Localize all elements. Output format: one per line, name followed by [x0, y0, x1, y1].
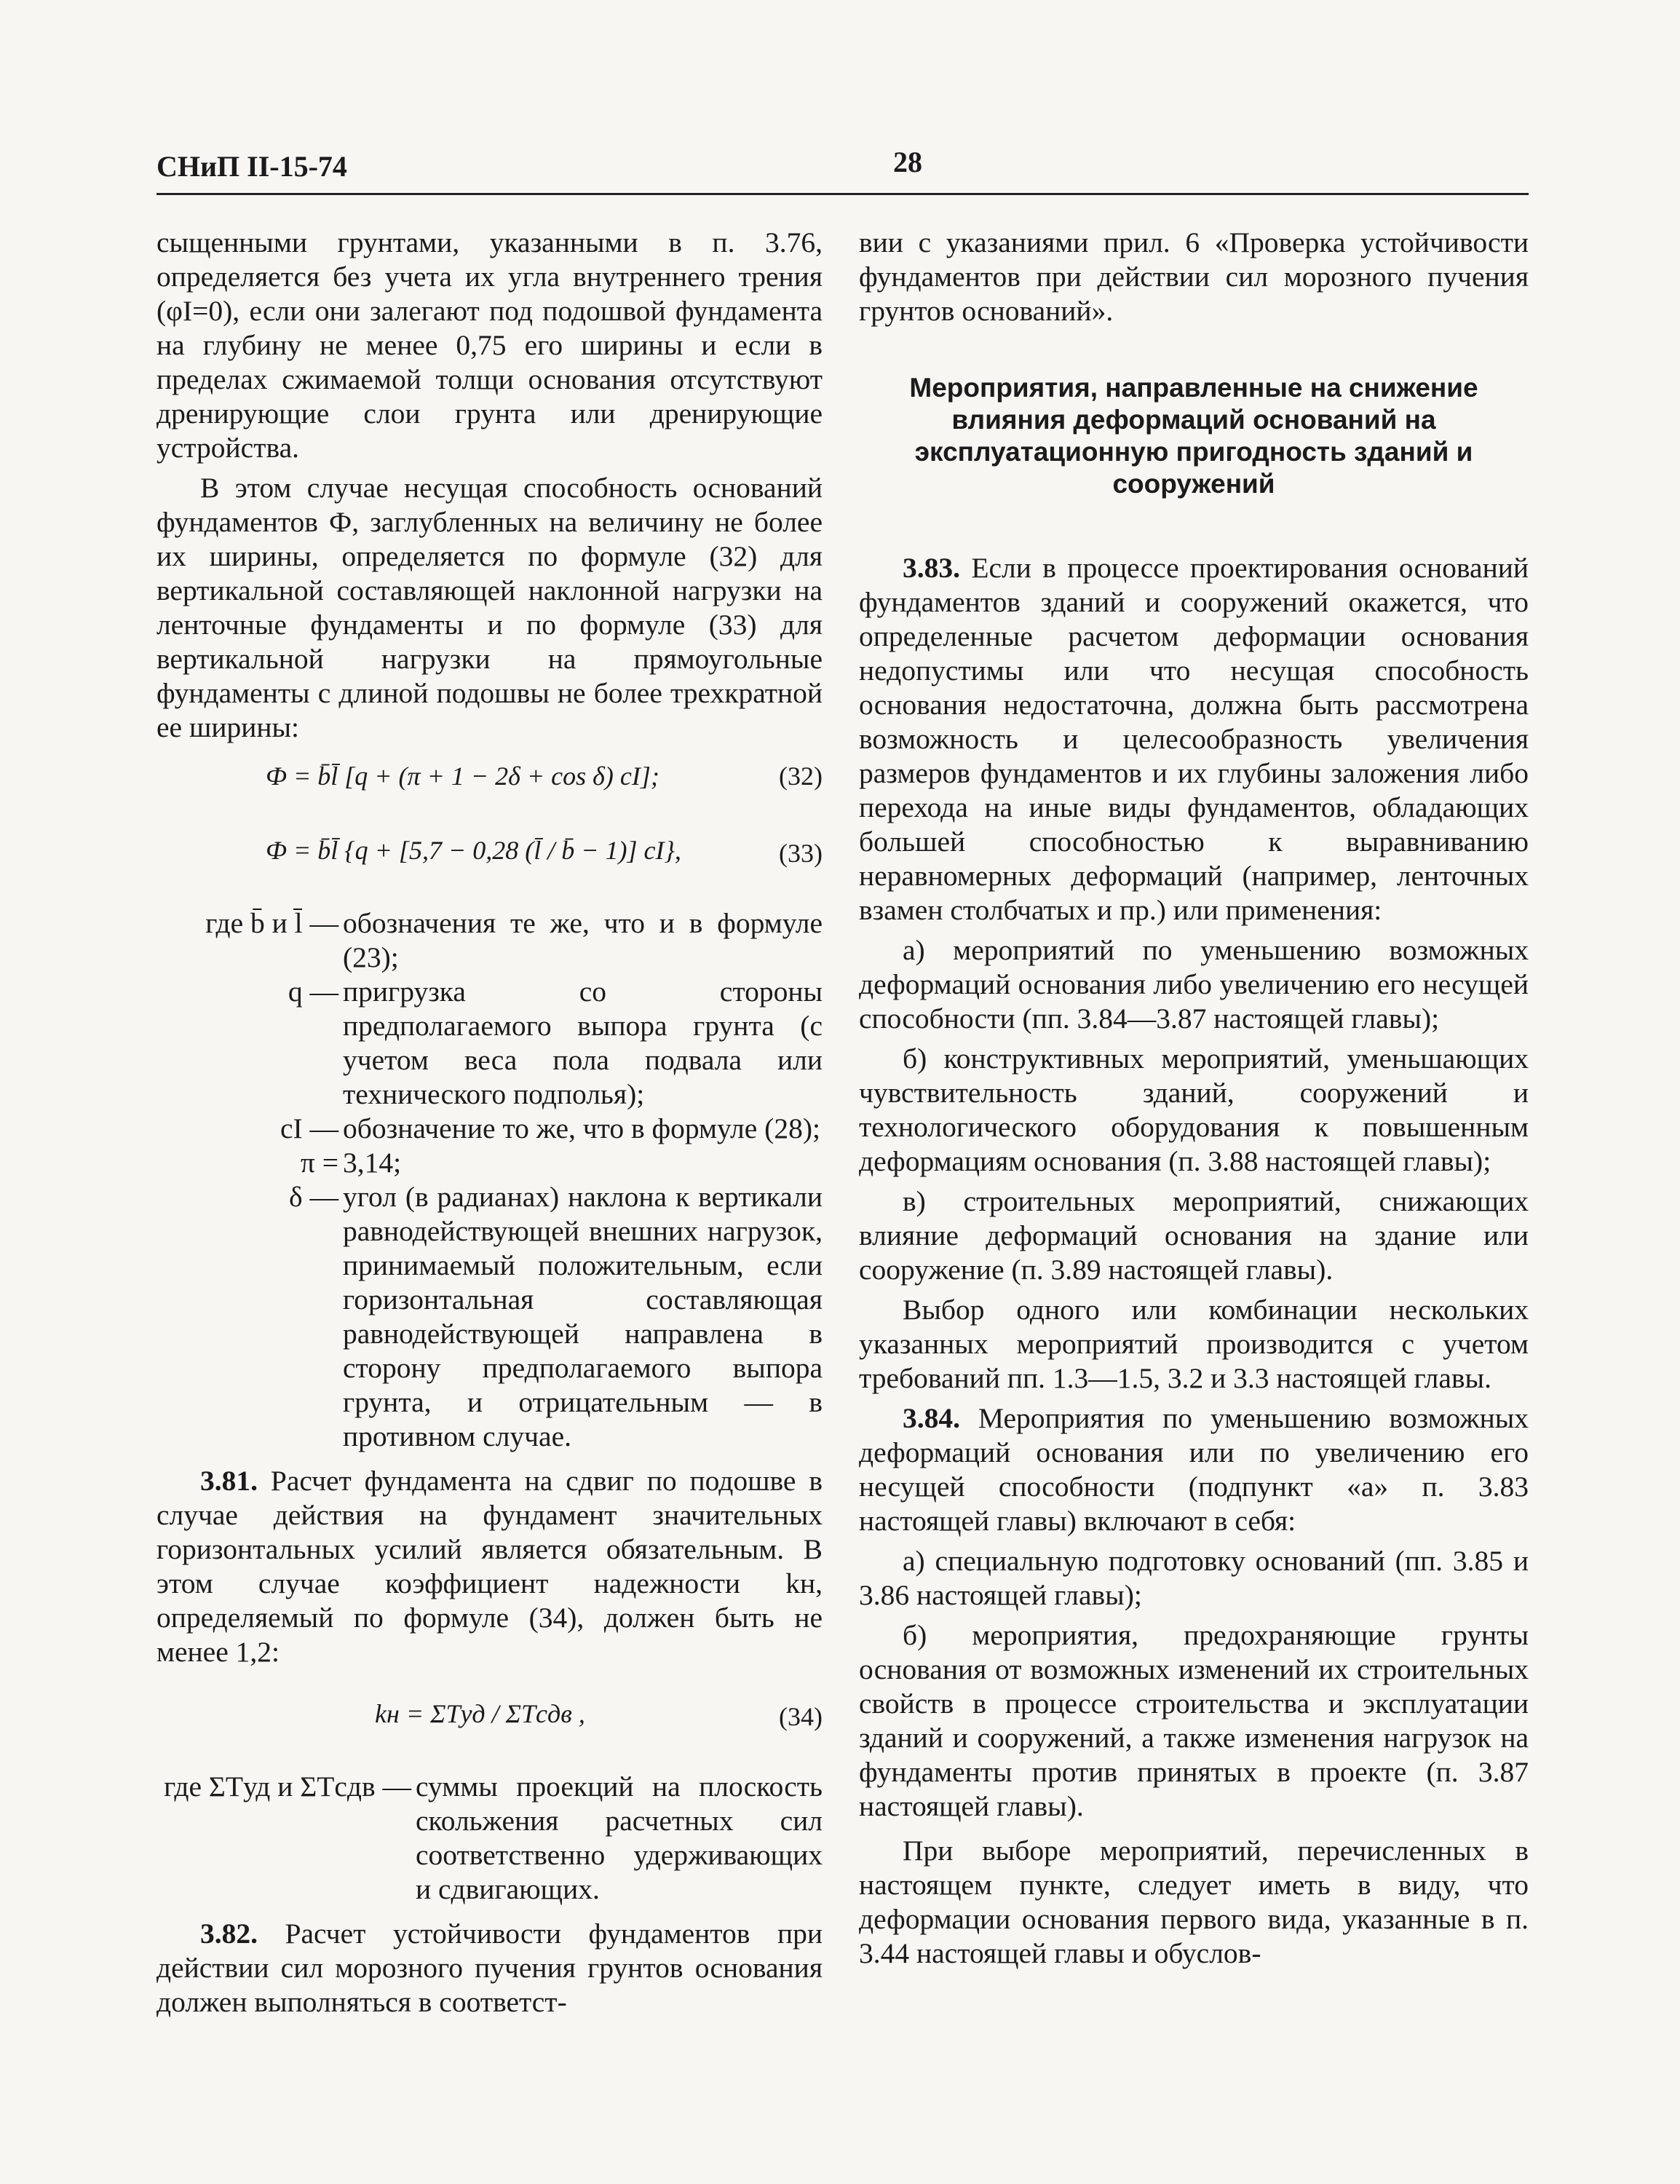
clause-3-81 [156, 1464, 823, 1669]
definition-term: где b̄ и l̄ — [205, 907, 338, 939]
clause-number: 3.82. [200, 1918, 258, 1950]
right-column [859, 226, 1529, 1977]
formula-33 [156, 816, 823, 896]
definitions-list [156, 906, 823, 1454]
clause-3-84 [859, 1401, 1529, 1538]
left-column [156, 226, 823, 2025]
definition-term: где ΣTуд и ΣTсдв — [164, 1770, 411, 1803]
clause-text: Расчет устойчивости фундаментов при действии сил морозного пучения грунтов основания должен выполняться в соответст- [156, 1918, 823, 2018]
list-item: б) конструктивных мероприятий, уменьшающих чувствительность зданий, сооружений и технологического оборудования к повышенным деформациям основания (п. 3.88 настоящей главы); [859, 1042, 1529, 1177]
clause-text: Если в процессе проектирования оснований фундаментов зданий и сооружений окажется, что определенные расчетом деформации основания недопустимы или что несущая способность основания недостаточна, должна быть рассмотрена возможность и целесообразность увеличения размеров фундаментов и их глубины заложения либо перехода на иные виды фундаментов, обладающих большей способностью к выравниванию неравномерных деформаций (например, ленточных взамен столбчатых и пр.) или применения: [859, 552, 1529, 926]
clause-text: Мероприятия по уменьшению возможных деформаций основания или по увеличению его несущей способности (подпункт «а» п. 3.83 настоящей главы) включают в себя: [859, 1402, 1529, 1537]
formula-expression: Ф = b̄l̄ {q + [5,7 − 0,28 (l̄ / b̄ − 1)] cI}, [266, 836, 681, 865]
list-item: а) мероприятий по уменьшению возможных деформаций основания либо увеличению его несущей способности (пп. 3.84—3.87 настоящей главы); [859, 934, 1529, 1034]
definition-text: обозначения те же, что и в формуле (23); [343, 907, 823, 973]
definitions-list [156, 1770, 823, 1907]
definition-term: cI — [280, 1112, 338, 1144]
formula-number: (32) [779, 761, 823, 791]
paragraph: Выбор одного или комбинации нескольких указанных мероприятий производится с учетом требований пп. 1.3—1.5, 3.2 и 3.3 настоящей главы. [859, 1294, 1529, 1394]
formula-expression: kн = ΣTуд / ΣTсдв , [375, 1699, 585, 1728]
clause-number: 3.83. [903, 552, 960, 584]
formula-34 [156, 1679, 823, 1760]
list-item: б) мероприятия, предохраняющие грунты основания от возможных изменений их строительных свойств в процессе строительства и эксплуатации зданий и сооружений, а также изменения нагрузок на фундаменты против принятых в проекте (п. 3.87 настоящей главы). [859, 1619, 1529, 1822]
clause-3-82 [156, 1917, 823, 2019]
section-title: Мероприятия, направленные на снижение влияния деформаций оснований на эксплуатационную пригодность зданий и сооружений [909, 373, 1478, 499]
formula-32 [156, 755, 823, 806]
document-code: СНиП II-15-74 [156, 150, 347, 183]
definition-text: обозначение то же, что в формуле (28); [343, 1112, 820, 1144]
formula-number: (33) [779, 839, 823, 868]
page-number: 28 [893, 146, 922, 178]
list-item: а) специальную подготовку оснований (пп. 3.85 и 3.86 настоящей главы); [859, 1545, 1529, 1611]
definition-text: 3,14; [343, 1147, 402, 1179]
formula-expression: Ф = b̄l̄ [q + (π + 1 − 2δ + cos δ) cI]; [266, 761, 659, 791]
definition-term: π = [300, 1147, 338, 1179]
paragraph: При выборе мероприятий, перечисленных в настоящем пункте, следует иметь в виду, что деформации основания первого вида, указанные в п. 3.44 настоящей главы и обуслов- [859, 1835, 1529, 1969]
paragraph: вии с указаниями прил. 6 «Проверка устойчивости фундаментов при действии сил морозного пучения грунтов оснований». [859, 226, 1529, 327]
definition-term: q — [288, 976, 338, 1008]
clause-text: Расчет фундамента на сдвиг по подошве в случае действия на фундамент значительных горизонтальных усилий является обязательным. В этом случае коэффициент надежности kн, определяемый по формуле (34), должен быть не менее 1,2: [156, 1465, 823, 1668]
definition-text: пригрузка со стороны предполагаемого выпора грунта (с учетом веса пола подвала или технического подполья); [343, 976, 823, 1110]
paragraph: В этом случае несущая способность оснований фундаментов Ф, заглубленных на величину не более их ширины, определяется по формуле (32) для вертикальной составляющей наклонной нагрузки на ленточные фундаменты и по формуле (33) для вертикальной нагрузки на прямоугольные фундаменты с длиной подошвы не более трехкратной ее ширины: [156, 472, 823, 743]
formula-number: (34) [779, 1702, 823, 1731]
clause-number: 3.84. [903, 1402, 960, 1434]
definition-term: δ — [289, 1181, 338, 1213]
clause-3-83 [859, 551, 1529, 927]
page-header [156, 146, 1529, 195]
list-item: в) строительных мероприятий, снижающих влияние деформаций основания на здание или сооружение (п. 3.89 настоящей главы). [859, 1185, 1529, 1286]
definition-text: угол (в радианах) наклона к вертикали равнодействующей внешних нагрузок, принимаемый положительным, если горизонтальная составляющая равнодействующей направлена в сторону предполагаемого выпора грунта, и отрицательным — в противном случае. [343, 1181, 823, 1452]
paragraph: сыщенными грунтами, указанными в п. 3.76, определяется без учета их угла внутреннего трения (φI=0), если они залегают под подошвой фундамента на глубину не менее 0,75 его ширины и если в пределах сжимаемой толщи основания отсутствуют дренирующие слои грунта или дренирующие устройства. [156, 226, 823, 464]
clause-number: 3.81. [200, 1465, 258, 1497]
definition-text: суммы проекций на плоскость скольжения расчетных сил соответственно удерживающих и сдвигающих. [416, 1770, 823, 1905]
